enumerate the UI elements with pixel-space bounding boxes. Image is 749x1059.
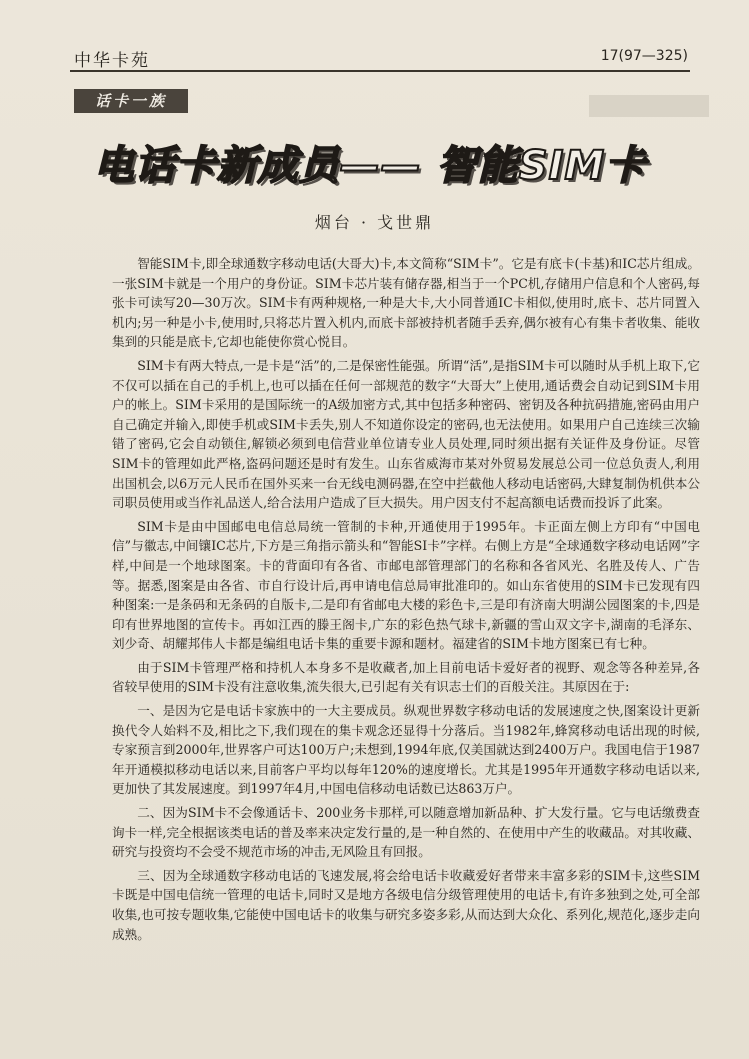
- article-author: 烟台 · 戈世鼎: [314, 213, 435, 232]
- article-title: 电话卡新成员—— 智能SIM卡: [93, 143, 647, 189]
- magazine-name: 中华卡苑: [74, 51, 150, 71]
- issue-number: 17(97—325): [600, 48, 688, 64]
- article-body: [112, 254, 700, 944]
- paragraph: SIM卡有两大特点,一是卡是“活”的,二是保密性能强。所谓“活”,是指SIM卡可以随时从手机上取下,它不仅可以插在自己的手机上,也可以插在任何一部规范的数字“大哥大”上使用,通话费会自动记到SIM卡用户的帐上。SIM卡采用的是国际统一的A级加密方式,其中包括多种密码、密钥及各种抗码措施,密码由用户自己确定并输入,即使手机或SIM卡丢失,别人不知道你设定的密码,也无法使用。如果用户自己连续三次输错了密码,它会自动锁住,解锁必须到电信营业单位请专业人员处理,同时须出据有关证件及身份证。尽管SIM卡的管理如此严格,盗码问题还是时有发生。山东省威海市某对外贸易发展总公司一位总负责人,利用出国机会,以6万元人民币在国外买来一台无线电测码器,在空中拦截他人移动电话密码,大肆复制伪机供本公司职员使用或当作礼品送人,给合法用户造成了巨大损失。用户因支付不起高额电话费而投诉了此案。: [112, 357, 700, 511]
- paragraph: SIM卡是由中国邮电电信总局统一管制的卡种,开通使用于1995年。卡正面左侧上方印有“中国电信”与徽志,中间镶IC芯片,下方是三角指示箭头和“智能SI卡”字样。右侧上方是“全球通数字移动电话网”字样,中间是一个地球图案。卡的背面印有各省、市邮电部管理部门的名称和各省风光、名胜及传人、广告等。据悉,图案是由各省、市自行设计后,再申请电信总局审批准印的。如山东省使用的SIM卡已发现有四种图案:一是条码和无条码的自版卡,二是印有省邮电大楼的彩色卡,三是印有济南大明湖公园图案的卡,四是印有世界地图的宣传卡。再如江西的滕王阁卡,广东的彩色热气球卡,新疆的雪山双文字卡,湖南的毛泽东、刘少奇、胡耀邦伟人卡都是编组电话卡集的重要卡源和题材。福建省的SIM卡地方图案已有七种。: [112, 518, 700, 652]
- page-header: [70, 46, 690, 72]
- show-through-block: [589, 95, 709, 117]
- paragraph: 二、因为SIM卡不会像通话卡、200业务卡那样,可以随意增加新品种、扩大发行量。它与电话缴费查询卡一样,完全根据该类电话的普及率来决定发行量的,是一种自然的、在使用中产生的收藏品。对其收藏、研究与投资均不会受不规范市场的冲击,无风险且有回报。: [112, 805, 700, 860]
- paragraph: 智能SIM卡,即全球通数字移动电话(大哥大)卡,本文简称“SIM卡”。它是有底卡(卡基)和IC芯片组成。一张SIM卡就是一个用户的身份证。SIM卡芯片装有储存器,相当于一个PC机,存储用户信息和个人密码,每张卡可读写20—30万次。SIM卡有两种规格,一种是大卡,大小同普通IC卡相似,使用时,底卡、芯片同置入机内;另一种是小卡,使用时,只将芯片置入机内,而底卡部被持机者随手丢弃,偶尔被有心有集卡者收集、能收集到的只能是底卡,它却也能使你赏心悦目。: [112, 256, 700, 350]
- paragraph: 由于SIM卡管理严格和持机人本身多不是收藏者,加上目前电话卡爱好者的视野、观念等各种差异,各省较早使用的SIM卡没有注意收集,流失很大,已引起有关有识志士们的百般关注。其原因在于:: [112, 659, 700, 695]
- paragraph: 一、是因为它是电话卡家族中的一大主要成员。纵观世界数字移动电话的发展速度之快,图案设计更新换代令人始料不及,相比之下,我们现在的集卡观念还显得十分落后。当1982年,蜂窝移动电话出现的时候,专家预言到2000年,世界客户可达100万户;未想到,1994年底,仅美国就达到2400万户。我国电信于1987年开通模拟移动电话以来,目前客户平均以每年120%的速度增长。尤其是1995年开通数字移动电话以来,更加快了其发展速度。到1997年4月,中国电信移动电话数已达863万户。: [112, 703, 700, 797]
- paragraph: 三、因为全球通数字移动电话的飞速发展,将会给电话卡收藏爱好者带来丰富多彩的SIM卡,这些SIM卡既是中国电信统一管理的电话卡,同时又是地方各级电信分级管理使用的电话卡,有许多独到之处,可全部收集,也可按专题收集,它能使中国电话卡的收集与研究多姿多彩,从而达到大众化、系列化,规范化,逐步走向成熟。: [112, 867, 700, 942]
- column-tag: 话卡一族: [74, 89, 188, 113]
